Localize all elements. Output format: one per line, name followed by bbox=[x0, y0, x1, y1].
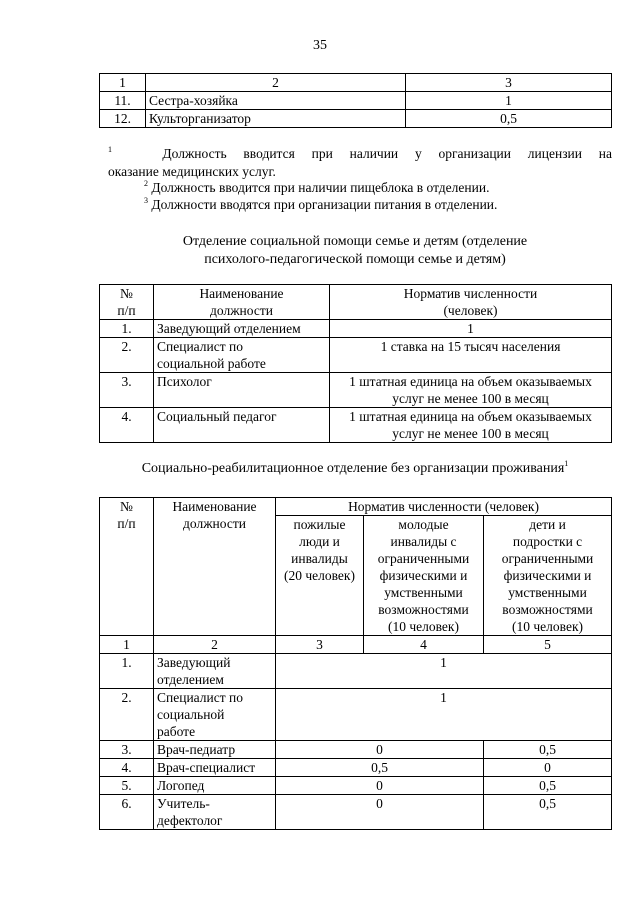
row-number: 4. bbox=[100, 408, 154, 443]
norm-value: 1 bbox=[276, 654, 612, 689]
table-row bbox=[100, 654, 612, 689]
header-text: ограниченными bbox=[501, 551, 594, 566]
table-row bbox=[100, 110, 612, 128]
header-text: инвалиды с bbox=[390, 534, 457, 549]
norm-value: 0,5 bbox=[484, 777, 612, 795]
name-line: Специалист по bbox=[157, 339, 243, 354]
header-name bbox=[154, 498, 276, 636]
header-text: (10 человек) bbox=[388, 619, 459, 634]
header-text: № bbox=[120, 499, 133, 514]
row-number: 2. bbox=[100, 338, 154, 373]
footnote-2 bbox=[144, 179, 489, 197]
header-text: подростки с bbox=[512, 534, 583, 549]
table-row bbox=[100, 92, 612, 110]
header-text: инвалиды bbox=[291, 551, 348, 566]
header-text: умственными bbox=[384, 585, 463, 600]
norm-value bbox=[330, 408, 612, 443]
column-number-row bbox=[100, 636, 612, 654]
header-name bbox=[154, 285, 330, 320]
header-text: Норматив численности bbox=[403, 286, 538, 301]
footnote-1-cont: оказание медицинских услуг. bbox=[108, 164, 276, 179]
row-number: 11. bbox=[100, 92, 146, 110]
header-text: п/п bbox=[117, 303, 136, 318]
table-header-row bbox=[100, 285, 612, 320]
footnote-text: Должность вводится при наличии пищеблока в отделении. bbox=[151, 180, 490, 195]
header-text: умственными bbox=[508, 585, 587, 600]
column-number: 3 bbox=[276, 636, 364, 654]
norm-line: 1 штатная единица на объем оказываемых bbox=[349, 409, 592, 424]
name-line: Заведующий bbox=[157, 655, 231, 670]
column-number: 1 bbox=[100, 636, 154, 654]
position-name bbox=[154, 654, 276, 689]
header-text: возможностями bbox=[378, 602, 469, 617]
norm-value: 0 bbox=[276, 741, 484, 759]
header-norm bbox=[330, 285, 612, 320]
table-row bbox=[100, 741, 612, 759]
position-name: Психолог bbox=[154, 373, 330, 408]
header-text: молодые bbox=[398, 517, 449, 532]
header-cell: 3 bbox=[406, 74, 612, 92]
header-text: физическими и bbox=[503, 568, 592, 583]
row-number: 2. bbox=[100, 689, 154, 741]
header-col-elderly bbox=[276, 516, 364, 636]
table-row bbox=[100, 373, 612, 408]
header-num bbox=[100, 285, 154, 320]
header-col-young-disabled bbox=[364, 516, 484, 636]
norm-value: 0,5 bbox=[484, 795, 612, 830]
column-number: 2 bbox=[154, 636, 276, 654]
table-row bbox=[100, 795, 612, 830]
footnote-text: Должности вводятся при организации питания в отделении. bbox=[151, 197, 498, 212]
norm-line: услуг не менее 100 в месяц bbox=[392, 426, 549, 441]
footnote-text: Должность вводится при наличии у организации лицензии на bbox=[162, 146, 612, 161]
footnote-mark: 3 bbox=[144, 196, 148, 205]
header-text: дети и bbox=[529, 517, 566, 532]
header-text: должности bbox=[210, 303, 273, 318]
footnote-3 bbox=[144, 196, 497, 214]
footnote-mark: 1 bbox=[108, 145, 112, 154]
footnote-mark: 1 bbox=[564, 459, 569, 468]
column-number: 4 bbox=[364, 636, 484, 654]
header-col-children bbox=[484, 516, 612, 636]
norm-value: 1 bbox=[276, 689, 612, 741]
row-number: 4. bbox=[100, 759, 154, 777]
norm-line: услуг не менее 100 в месяц bbox=[392, 391, 549, 406]
row-number: 6. bbox=[100, 795, 154, 830]
position-name: Заведующий отделением bbox=[154, 320, 330, 338]
position-name: Логопед bbox=[154, 777, 276, 795]
row-number: 3. bbox=[100, 741, 154, 759]
norm-line: 1 штатная единица на объем оказываемых bbox=[349, 374, 592, 389]
norm-value: 0,5 bbox=[406, 110, 612, 128]
table-header-row bbox=[100, 74, 612, 92]
name-line: работе bbox=[157, 724, 196, 739]
name-line: Специалист по bbox=[157, 690, 243, 705]
column-number: 5 bbox=[484, 636, 612, 654]
header-cell: 1 bbox=[100, 74, 146, 92]
section-title-line: Отделение социальной помощи семье и детям (отделение bbox=[182, 234, 528, 249]
header-cell: 2 bbox=[146, 74, 406, 92]
norm-value: 0,5 bbox=[276, 759, 484, 777]
footnote-1 bbox=[108, 145, 612, 163]
position-name: Сестра-хозяйка bbox=[146, 92, 406, 110]
header-text: п/п bbox=[117, 516, 136, 531]
table-row bbox=[100, 689, 612, 741]
header-text: должности bbox=[183, 516, 246, 531]
header-text: пожилые bbox=[293, 517, 346, 532]
header-text: возможностями bbox=[502, 602, 593, 617]
norm-value: 1 bbox=[330, 320, 612, 338]
row-number: 5. bbox=[100, 777, 154, 795]
table-row bbox=[100, 320, 612, 338]
row-number: 3. bbox=[100, 373, 154, 408]
table-row bbox=[100, 759, 612, 777]
header-text: физическими и bbox=[379, 568, 468, 583]
name-line: отделением bbox=[157, 672, 224, 687]
table-row bbox=[100, 408, 612, 443]
row-number: 12. bbox=[100, 110, 146, 128]
row-number: 1. bbox=[100, 320, 154, 338]
header-text: Наименование bbox=[172, 499, 257, 514]
position-name: Культорганизатор bbox=[146, 110, 406, 128]
header-text: (20 человек) bbox=[284, 568, 355, 583]
footnote-mark: 2 bbox=[144, 179, 148, 188]
norm-value bbox=[330, 373, 612, 408]
table-social-help bbox=[99, 284, 612, 443]
name-line: дефектолог bbox=[157, 813, 223, 828]
norm-value: 0 bbox=[484, 759, 612, 777]
position-name bbox=[154, 795, 276, 830]
position-name bbox=[154, 689, 276, 741]
position-name: Социальный педагог bbox=[154, 408, 330, 443]
norm-value: 0 bbox=[276, 795, 484, 830]
table-row bbox=[100, 777, 612, 795]
header-text: Наименование bbox=[199, 286, 284, 301]
section-title bbox=[99, 233, 611, 269]
table-rehab bbox=[99, 497, 612, 830]
norm-value: 1 ставка на 15 тысяч населения bbox=[330, 338, 612, 373]
header-text: ограниченными bbox=[377, 551, 470, 566]
table-header-row bbox=[100, 498, 612, 516]
header-text: (10 человек) bbox=[512, 619, 583, 634]
norm-value: 1 bbox=[406, 92, 612, 110]
header-text: (человек) bbox=[443, 303, 498, 318]
norm-value: 0,5 bbox=[484, 741, 612, 759]
name-line: социальной работе bbox=[157, 356, 266, 371]
name-line: социальной bbox=[157, 707, 225, 722]
table-continuation bbox=[99, 73, 612, 128]
header-text: люди и bbox=[299, 534, 340, 549]
header-num bbox=[100, 498, 154, 636]
name-line: Учитель- bbox=[157, 796, 210, 811]
page-number: 35 bbox=[313, 38, 327, 53]
section-title bbox=[99, 460, 611, 478]
position-name: Врач-специалист bbox=[154, 759, 276, 777]
norm-value: 0 bbox=[276, 777, 484, 795]
section-title-line: психолого-педагогической помощи семье и детям) bbox=[204, 252, 506, 267]
position-name: Врач-педиатр bbox=[154, 741, 276, 759]
section-title-text: Социально-реабилитационное отделение без организации проживания bbox=[141, 461, 565, 476]
position-name bbox=[154, 338, 330, 373]
table-row bbox=[100, 338, 612, 373]
row-number: 1. bbox=[100, 654, 154, 689]
header-norm: Норматив численности (человек) bbox=[276, 498, 612, 516]
header-text: № bbox=[120, 286, 133, 301]
